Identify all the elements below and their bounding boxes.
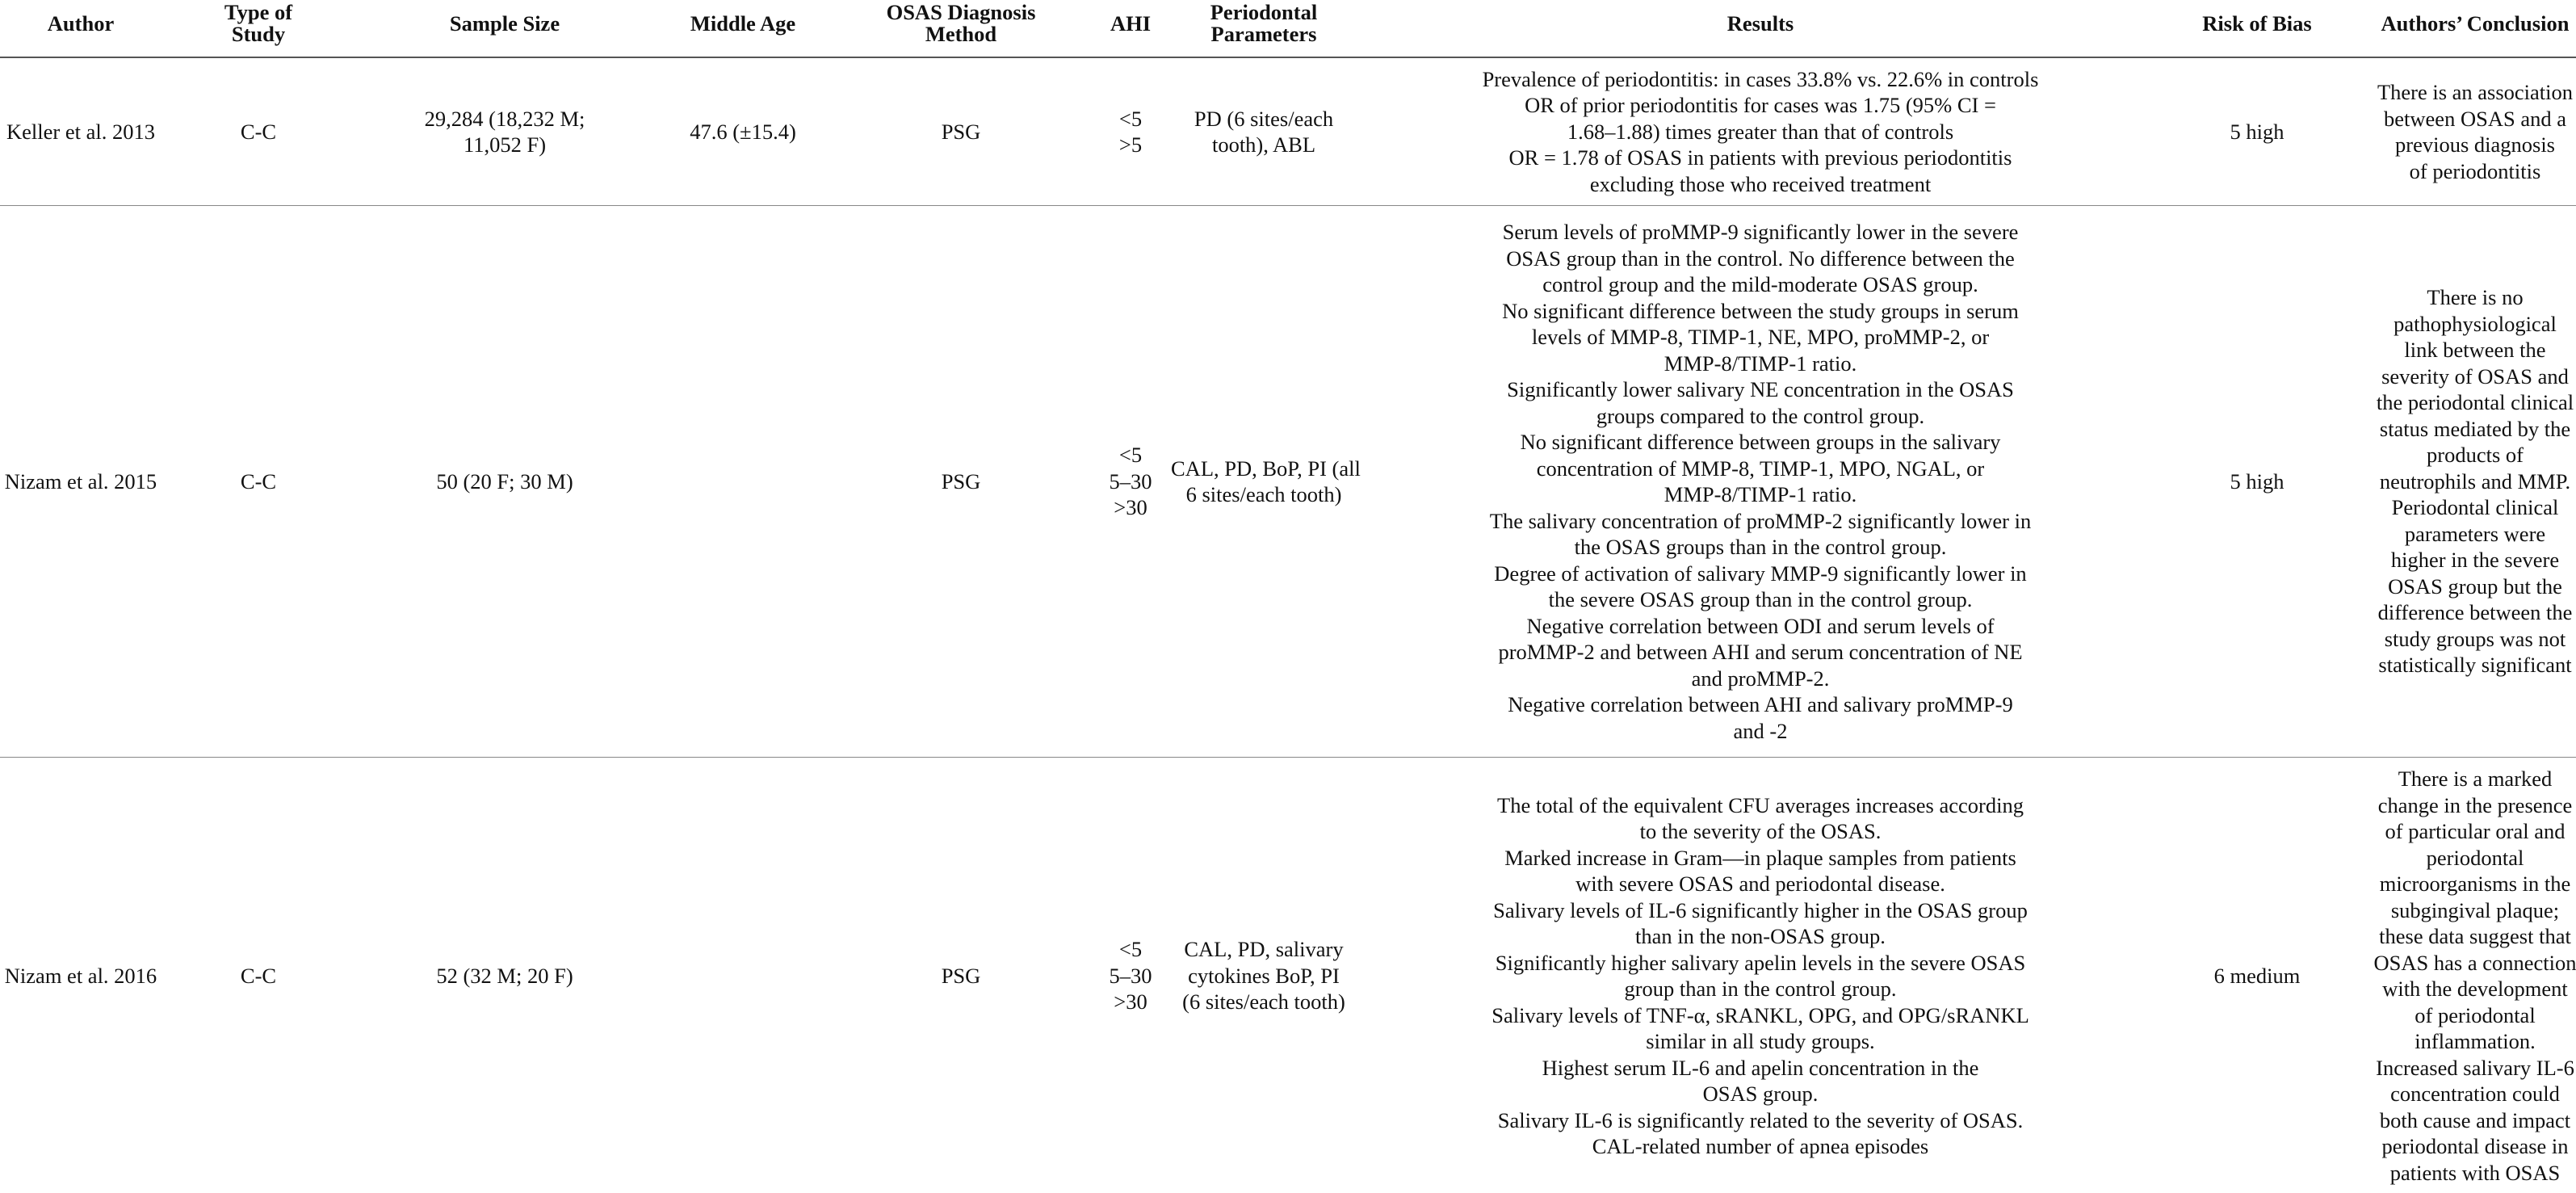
cell-sample: 50 (20 F; 30 M) xyxy=(355,206,654,758)
cell-age xyxy=(654,758,832,1193)
cell-results: Prevalence of periodontitis: in cases 33.8% vs. 22.6% in controls OR of prior periodontitis for cases was 1.75 (95% CI = 1.68–1.88) times greater than that of controls OR = 1.78 of OSAS in patients with previous periodontitis excluding those who received treatment xyxy=(1357,57,2164,206)
cell-ahi: <5 5–30 >30 xyxy=(1090,206,1171,758)
cell-author: Keller et al. 2013 xyxy=(0,57,162,206)
header-sample-size: Sample Size xyxy=(355,0,654,57)
cell-conclusion: There is a marked change in the presence of particular oral and periodontal microorganisms in the subgingival plaque; these data suggest that OSAS has a connection with the development of periodontal inflammation. Increased salivary IL-6 concentration could both cause and impact periodontal disease in patients with OSAS xyxy=(2350,758,2576,1193)
header-author: Author xyxy=(0,0,162,57)
header-periodontal: Periodontal Parameters xyxy=(1171,0,1357,57)
header-osas-method: OSAS Diagnosis Method xyxy=(832,0,1090,57)
header-conclusion: Authors’ Conclusion xyxy=(2350,0,2576,57)
table-row xyxy=(0,57,2576,206)
cell-age: 47.6 (±15.4) xyxy=(654,57,832,206)
cell-results: The total of the equivalent CFU averages increases according to the severity of the OSAS. Marked increase in Gram—in plaque samples from patients with severe OSAS and periodontal disease. Salivary levels of IL-6 significantly higher in the OSAS group than in the non-OSAS group. Significantly higher salivary apelin levels in the severe OSAS group than in the control group. Salivary levels of TNF-α, sRANKL, OPG, and OPG/sRANKL similar in all study groups. Highest serum IL-6 and apelin concentration in the OSAS group. Salivary IL-6 is significantly related to the severity of OSAS. CAL-related number of apnea episodes xyxy=(1357,758,2164,1193)
header-risk-of-bias: Risk of Bias xyxy=(2164,0,2350,57)
cell-results: Serum levels of proMMP-9 significantly lower in the severe OSAS group than in the control. No difference between the control group and the mild-moderate OSAS group. No significant difference between the study groups in serum levels of MMP-8, TIMP-1, NE, MPO, proMMP-2, or MMP-8/TIMP-1 ratio. Significantly lower salivary NE concentration in the OSAS groups compared to the control group. No significant difference between groups in the salivary concentration of MMP-8, TIMP-1, MPO, NGAL, or MMP-8/TIMP-1 ratio. The salivary concentration of proMMP-2 significantly lower in the OSAS groups than in the control group. Degree of activation of salivary MMP-9 significantly lower in the severe OSAS group than in the control group. Negative correlation between ODI and serum levels of proMMP-2 and between AHI and serum concentration of NE and proMMP-2. Negative correlation between AHI and salivary proMMP-9 and -2 xyxy=(1357,206,2164,758)
cell-sample: 29,284 (18,232 M; 11,052 F) xyxy=(355,57,654,206)
cell-risk: 6 medium xyxy=(2164,758,2350,1193)
cell-sample: 52 (32 M; 20 F) xyxy=(355,758,654,1193)
cell-periodontal: CAL, PD, salivary cytokines BoP, PI (6 sites/each tooth) xyxy=(1171,758,1357,1193)
cell-type: C-C xyxy=(162,758,355,1193)
cell-periodontal: PD (6 sites/each tooth), ABL xyxy=(1171,57,1357,206)
cell-method: PSG xyxy=(832,758,1090,1193)
header-middle-age: Middle Age xyxy=(654,0,832,57)
cell-age xyxy=(654,206,832,758)
cell-ahi: <5 5–30 >30 xyxy=(1090,758,1171,1193)
cell-type: C-C xyxy=(162,206,355,758)
header-ahi: AHI xyxy=(1090,0,1171,57)
header-row xyxy=(0,0,2576,57)
table-row xyxy=(0,758,2576,1193)
header-type-of-study: Type of Study xyxy=(162,0,355,57)
cell-method: PSG xyxy=(832,57,1090,206)
cell-author: Nizam et al. 2016 xyxy=(0,758,162,1193)
header-results: Results xyxy=(1357,0,2164,57)
table-row xyxy=(0,206,2576,758)
cell-ahi: <5 >5 xyxy=(1090,57,1171,206)
cell-conclusion: There is no pathophysiological link between the severity of OSAS and the periodontal clinical status mediated by the products of neutrophils and MMP. Periodontal clinical parameters were higher in the severe OSAS group but the difference between the study groups was not statistically significant xyxy=(2350,206,2576,758)
cell-conclusion: There is an association between OSAS and a previous diagnosis of periodontitis xyxy=(2350,57,2576,206)
cell-periodontal: CAL, PD, BoP, PI (all 6 sites/each tooth) xyxy=(1171,206,1357,758)
cell-risk: 5 high xyxy=(2164,206,2350,758)
cell-method: PSG xyxy=(832,206,1090,758)
cell-author: Nizam et al. 2015 xyxy=(0,206,162,758)
cell-type: C-C xyxy=(162,57,355,206)
cell-risk: 5 high xyxy=(2164,57,2350,206)
